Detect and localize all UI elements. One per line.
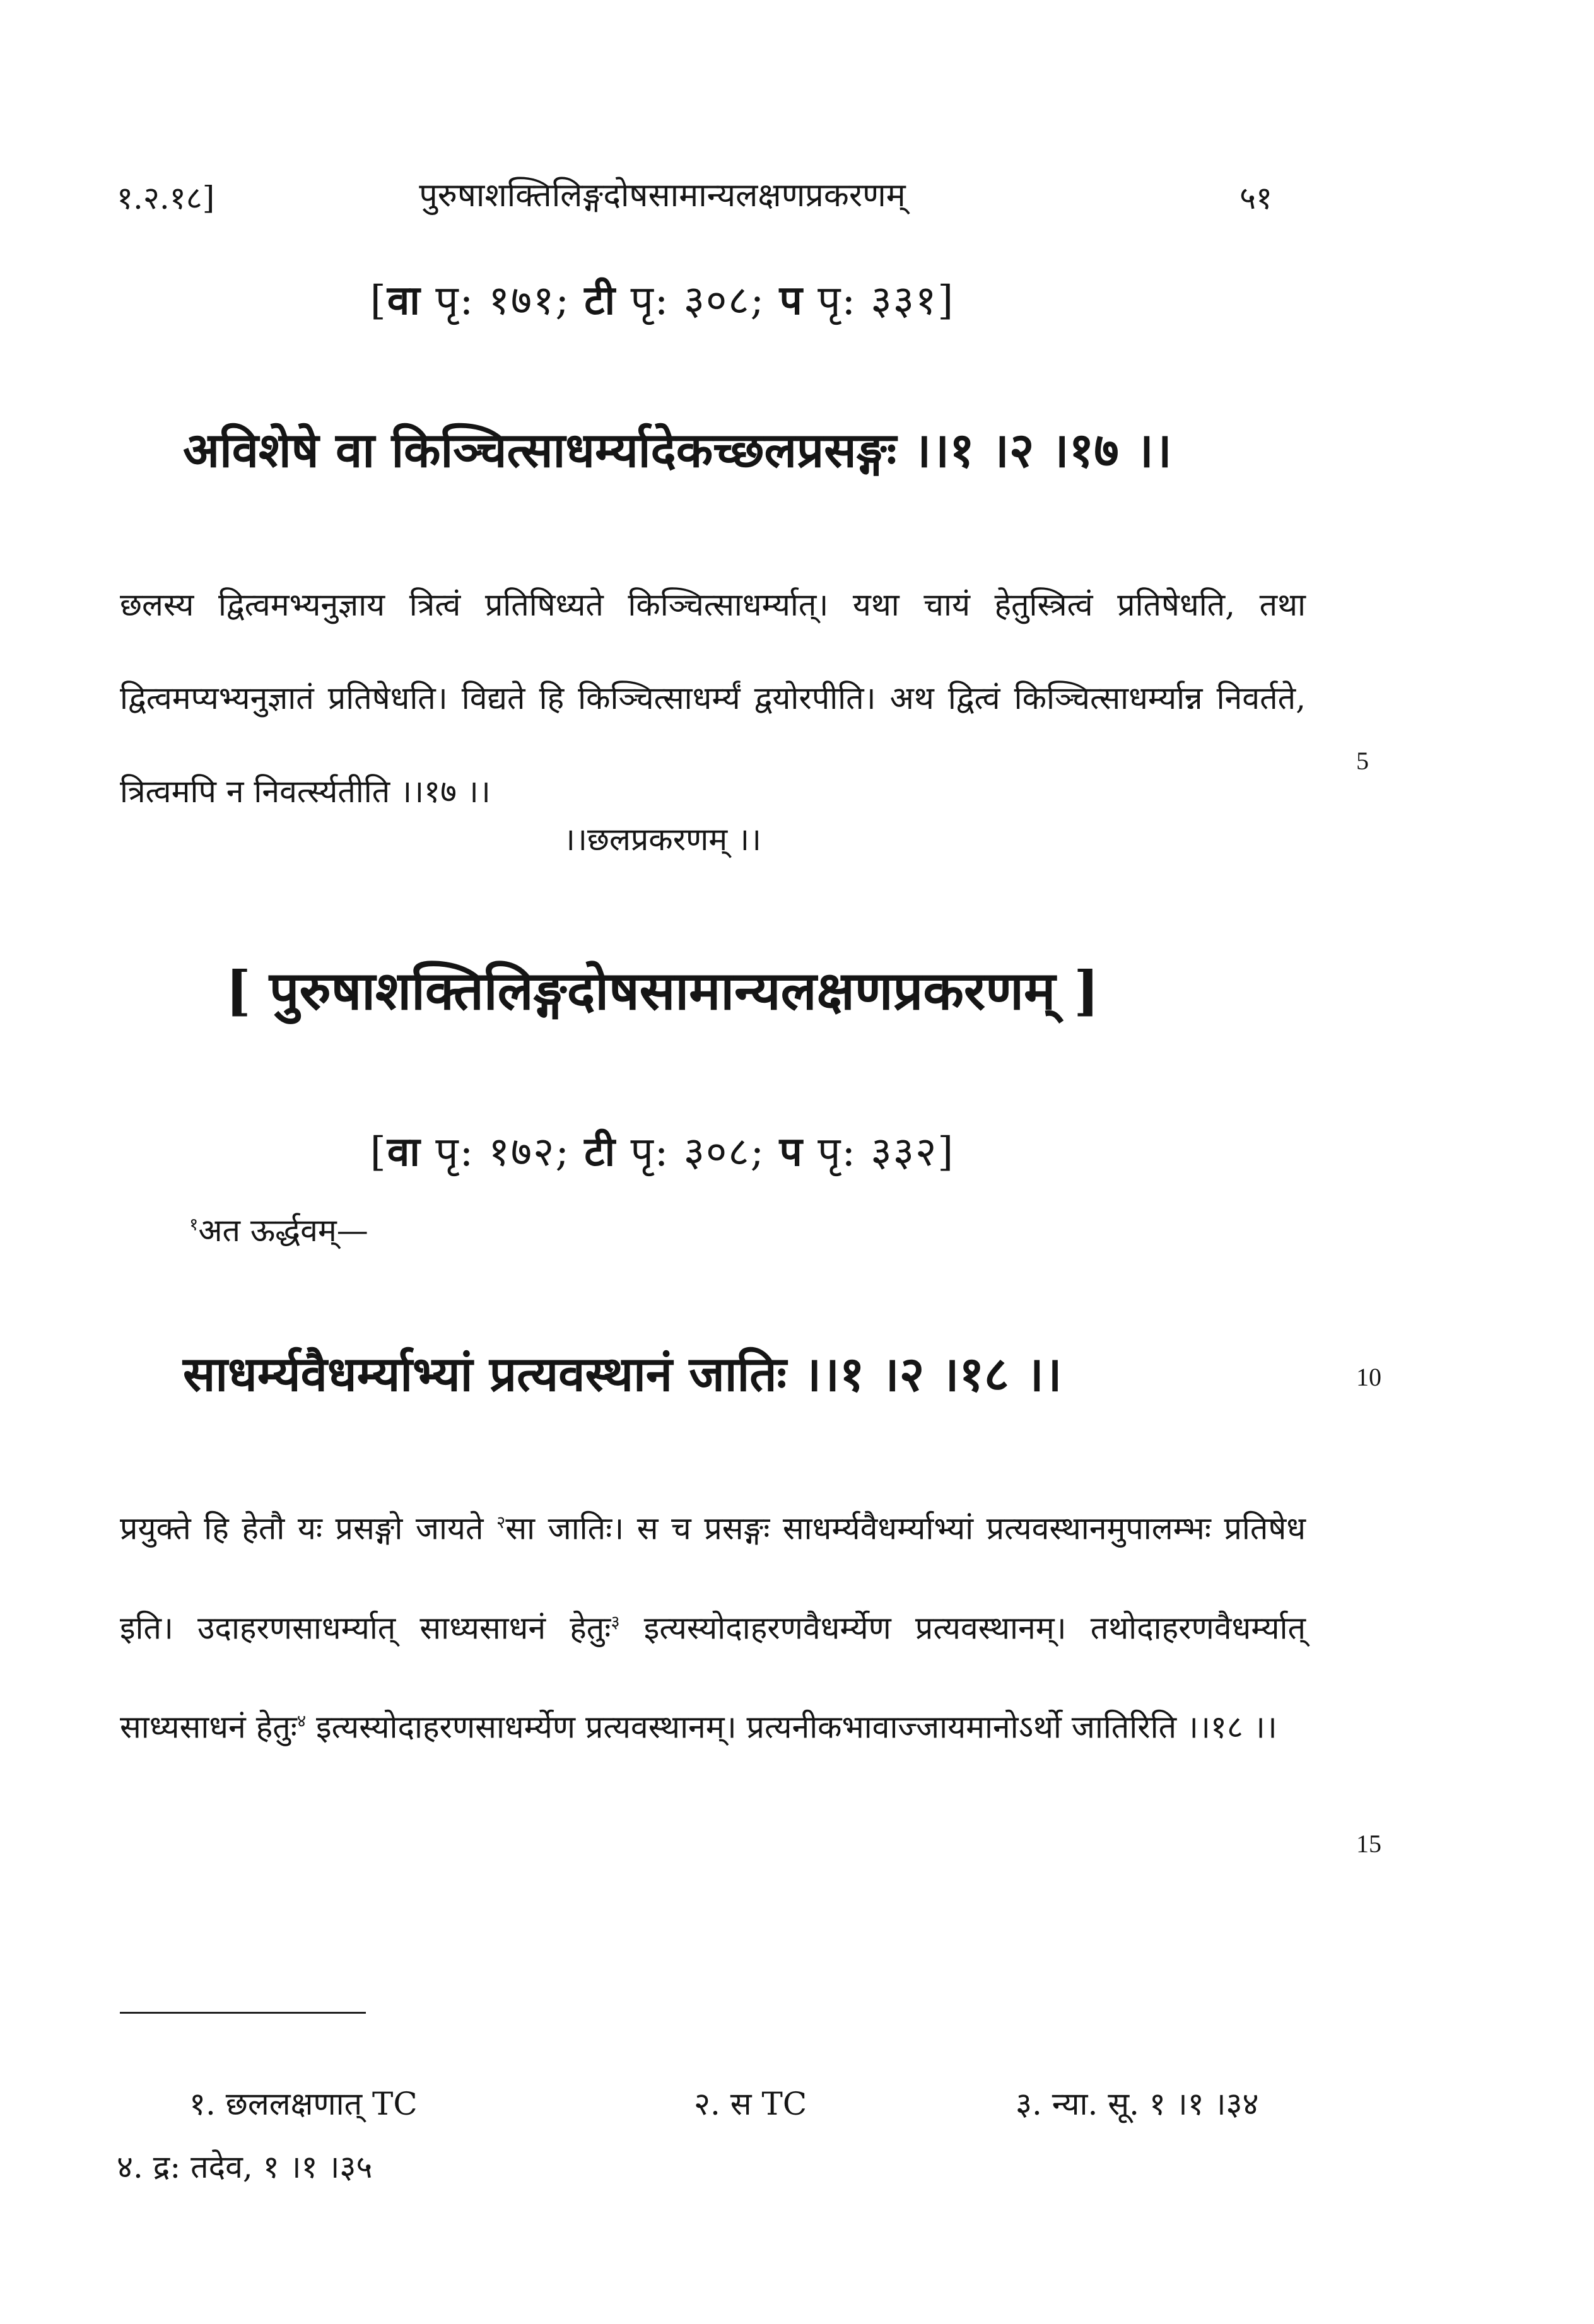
bracket-open: [ bbox=[370, 1129, 387, 1176]
bracket-close: ] bbox=[937, 277, 955, 324]
footnote-rule bbox=[120, 2012, 366, 2014]
ref-va-page: पृ: १७२; bbox=[421, 1129, 585, 1176]
para2-part1: प्रयुक्ते हि हेतौ यः प्रसङ्गो जायते bbox=[120, 1510, 496, 1547]
ref-pa-page: पृ: ३३१ bbox=[803, 277, 938, 324]
ref-ti: टी bbox=[584, 1128, 617, 1176]
running-header-title: पुरुषाशक्तिलिङ्गदोषसामान्यलक्षणप्रकरणम् bbox=[419, 177, 906, 214]
footnote-marker-2: २ bbox=[496, 1512, 506, 1533]
line-number-10: 10 bbox=[1356, 1363, 1381, 1391]
ref-ti-page: पृ: ३०८; bbox=[616, 277, 780, 324]
ref-ti-page: पृ: ३०८; bbox=[616, 1129, 780, 1176]
footnote-marker-4: ४ bbox=[296, 1711, 307, 1732]
footnote-3: ३. न्या. सू. १ ।१ ।३४ bbox=[1016, 2086, 1259, 2122]
para2-part3: इत्यस्योदाहरणवैधर्म्येण प्रत्यवस्थानम्। तथोदाहरणवैधर्म्यात् साध्यसाधनं हेतुः bbox=[120, 1609, 1306, 1746]
ref-va: वा bbox=[387, 277, 421, 324]
page-number: ५१ bbox=[1239, 180, 1272, 216]
bracket-close: ] bbox=[937, 1129, 955, 1176]
sutra-17: अविशेषे वा किञ्चित्साधर्म्यादेकच्छलप्रसङ्गः ।।१ ।२ ।१७ ।। bbox=[183, 422, 1172, 478]
section-title: [ पुरुषाशक्तिलिङ्गदोषसामान्यलक्षणप्रकरणम् ] bbox=[225, 959, 1099, 1022]
line-number-5: 5 bbox=[1356, 747, 1369, 775]
footnote-marker-3: ३ bbox=[611, 1611, 620, 1632]
commentary-paragraph-18 bbox=[120, 1476, 1306, 1774]
ref-ti: टी bbox=[584, 277, 617, 324]
bracket-open: [ bbox=[370, 277, 387, 324]
line-number-15: 15 bbox=[1356, 1830, 1381, 1858]
ref-va: वा bbox=[387, 1128, 421, 1176]
sutra-18: साधर्म्यवैधर्म्याभ्यां प्रत्यवस्थानं जातिः ।।१ ।२ ।१८ ।। bbox=[183, 1346, 1062, 1402]
ref-pa-page: पृ: ३३२ bbox=[803, 1129, 938, 1176]
footnote-marker-1: १ bbox=[189, 1214, 199, 1235]
intro-text: अत ऊर्द्धवम्— bbox=[198, 1212, 368, 1249]
ref-va-page: पृ: १७१; bbox=[421, 277, 585, 324]
footnote-4: ४. द्र: तदेव, १ ।१ ।३५ bbox=[117, 2149, 373, 2185]
commentary-paragraph-17: छलस्य द्वित्वमभ्यनुज्ञाय त्रित्वं प्रतिषिध्यते किञ्चित्साधर्म्यात्। यथा चायं हेतुस्त्रित्वं प्रतिषेधति, तथा द्वित्वमप्यभ्यनुज्ञातं प्रतिषेधति। विद्यते हि किञ्चित्साधर्म्यं द्वयोरपीति। अथ द्वित्वं किञ्चित्साधर्म्यान्न निवर्तते, त्रित्वमपि न निवर्त्स्यतीति ।।१७ ।। bbox=[120, 587, 1306, 810]
ref-pa: प bbox=[779, 277, 804, 324]
header-section-ref: १.२.१८] bbox=[117, 180, 215, 216]
ref-pa: प bbox=[779, 1128, 804, 1176]
chhala-section-end: ।।छलप्रकरणम् ।। bbox=[563, 821, 761, 858]
para2-part4: इत्यस्योदाहरणसाधर्म्येण प्रत्यवस्थानम्। प्रत्यनीकभावाज्जायमानोऽर्थो जातिरिति ।।१८ ।। bbox=[306, 1708, 1277, 1746]
para2-part2: सा जातिः। स च प्रसङ्गः साधर्म्यवैधर्म्याभ्यां प्रत्यवस्थानमुपालम्भः प्रतिषेध इति। उदाहरणसाधर्म्यात् साध्यसाधनं हेतुः bbox=[120, 1510, 1306, 1647]
footnote-1: १. छललक्षणात् TC bbox=[189, 2086, 418, 2122]
reference-line-1 bbox=[0, 271, 1325, 326]
reference-line-2 bbox=[0, 1123, 1325, 1177]
footnote-2: २. स TC bbox=[694, 2086, 807, 2122]
intro-line bbox=[189, 1208, 368, 1251]
